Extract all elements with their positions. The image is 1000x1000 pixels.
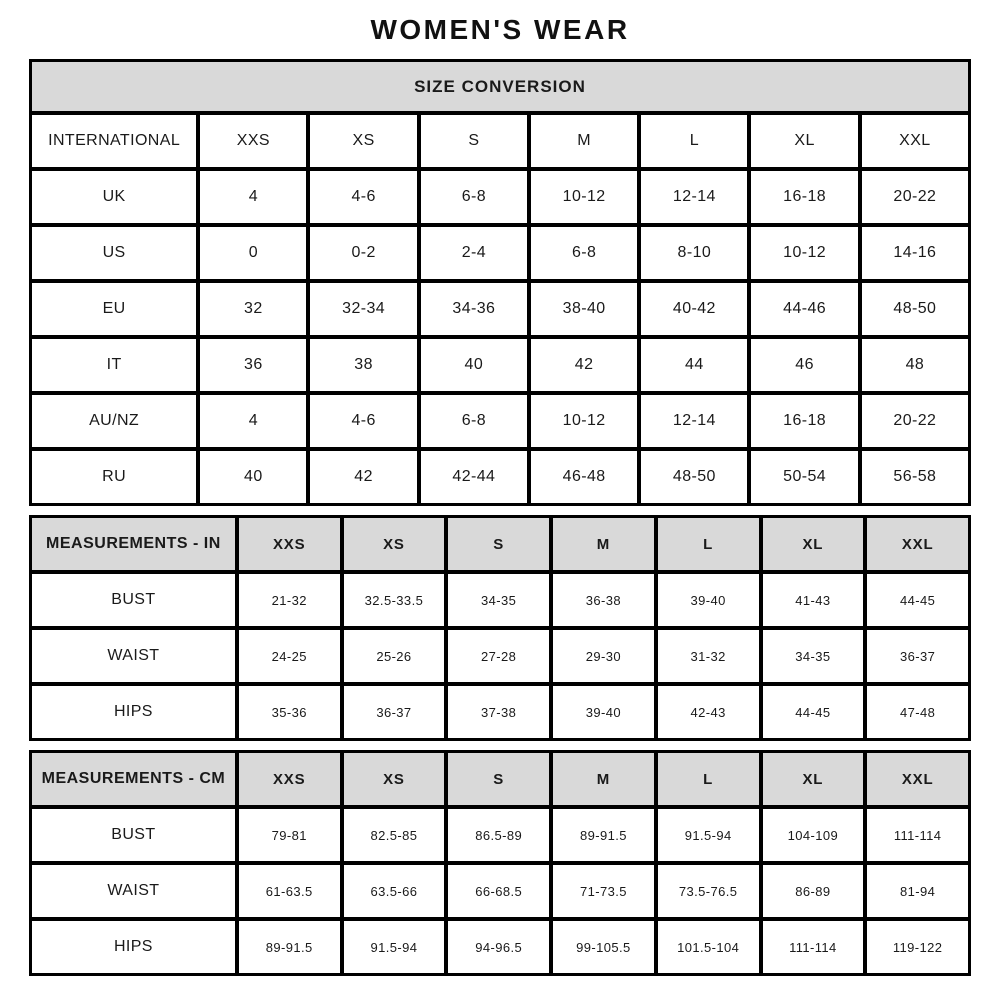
row-label: BUST (30, 807, 237, 863)
size-value-cell: 44 (639, 337, 749, 393)
row-label: BUST (30, 572, 237, 628)
measurement-value-cell: 79-81 (237, 807, 342, 863)
measurement-value-cell: 42-43 (656, 684, 761, 740)
size-value-cell: 32 (198, 281, 308, 337)
measurement-value-cell: 86.5-89 (446, 807, 551, 863)
measurements-in-header-row (30, 516, 970, 572)
measurement-value-cell: 27-28 (446, 628, 551, 684)
size-value-cell: 0-2 (308, 225, 418, 281)
size-value-cell: 4-6 (308, 393, 418, 449)
column-header-xs: XS (308, 113, 418, 169)
measurement-value-cell: 44-45 (865, 572, 970, 628)
measurement-value-cell: 36-38 (551, 572, 656, 628)
size-value-cell: 20-22 (860, 393, 970, 449)
measurements-cm-header-row (30, 751, 970, 807)
table-row-uk (30, 169, 970, 225)
table-row-hips-in (30, 684, 970, 740)
measurements-cm-table (29, 750, 971, 976)
measurement-value-cell: 44-45 (761, 684, 866, 740)
table-row-waist-cm (30, 863, 970, 919)
column-header-xxl: XXL (860, 113, 970, 169)
size-conversion-table (29, 59, 971, 506)
measurement-value-cell: 73.5-76.5 (656, 863, 761, 919)
measurement-value-cell: 86-89 (761, 863, 866, 919)
measurement-value-cell: 119-122 (865, 919, 970, 975)
measurement-value-cell: 21-32 (237, 572, 342, 628)
size-value-cell: 38 (308, 337, 418, 393)
measurement-value-cell: 91.5-94 (656, 807, 761, 863)
measurement-value-cell: 34-35 (761, 628, 866, 684)
column-header-xxs: XXS (237, 516, 342, 572)
row-label: UK (30, 169, 198, 225)
column-header-xl: XL (761, 751, 866, 807)
column-header-xxs: XXS (237, 751, 342, 807)
table-row-eu (30, 281, 970, 337)
table-row-waist-in (30, 628, 970, 684)
column-header-xxl: XXL (865, 516, 970, 572)
size-value-cell: 12-14 (639, 169, 749, 225)
measurement-value-cell: 37-38 (446, 684, 551, 740)
size-value-cell: 42 (308, 449, 418, 505)
row-label: WAIST (30, 628, 237, 684)
size-value-cell: 46-48 (529, 449, 639, 505)
size-value-cell: 48-50 (639, 449, 749, 505)
page-title: WOMEN'S WEAR (370, 14, 630, 45)
size-value-cell: 4 (198, 169, 308, 225)
table-row-it (30, 337, 970, 393)
table-row-us (30, 225, 970, 281)
column-header-l: L (639, 113, 749, 169)
size-value-cell: 44-46 (749, 281, 859, 337)
size-value-cell: 12-14 (639, 393, 749, 449)
measurement-value-cell: 24-25 (237, 628, 342, 684)
column-header-m: M (551, 751, 656, 807)
measurements-in-title: MEASUREMENTS - IN (30, 516, 237, 572)
measurements-in-table (29, 515, 971, 741)
measurement-value-cell: 71-73.5 (551, 863, 656, 919)
column-header-international: INTERNATIONAL (30, 113, 198, 169)
size-value-cell: 4-6 (308, 169, 418, 225)
measurement-value-cell: 61-63.5 (237, 863, 342, 919)
measurement-value-cell: 41-43 (761, 572, 866, 628)
measurement-value-cell: 39-40 (656, 572, 761, 628)
measurement-value-cell: 104-109 (761, 807, 866, 863)
row-label: WAIST (30, 863, 237, 919)
measurements-cm-title: MEASUREMENTS - CM (30, 751, 237, 807)
measurement-value-cell: 82.5-85 (342, 807, 447, 863)
column-header-xl: XL (749, 113, 859, 169)
size-conversion-title: SIZE CONVERSION (30, 60, 970, 113)
size-value-cell: 48 (860, 337, 970, 393)
measurement-value-cell: 101.5-104 (656, 919, 761, 975)
measurement-value-cell: 94-96.5 (446, 919, 551, 975)
size-value-cell: 42 (529, 337, 639, 393)
measurement-value-cell: 29-30 (551, 628, 656, 684)
table-row-bust-in (30, 572, 970, 628)
table-row-aunz (30, 393, 970, 449)
size-value-cell: 8-10 (639, 225, 749, 281)
measurement-value-cell: 81-94 (865, 863, 970, 919)
size-value-cell: 6-8 (529, 225, 639, 281)
measurement-value-cell: 25-26 (342, 628, 447, 684)
size-value-cell: 6-8 (419, 393, 529, 449)
size-value-cell: 10-12 (749, 225, 859, 281)
row-label: IT (30, 337, 198, 393)
column-header-xl: XL (761, 516, 866, 572)
size-value-cell: 40 (419, 337, 529, 393)
column-header-s: S (446, 751, 551, 807)
size-value-cell: 6-8 (419, 169, 529, 225)
measurement-value-cell: 36-37 (342, 684, 447, 740)
size-value-cell: 4 (198, 393, 308, 449)
size-value-cell: 48-50 (860, 281, 970, 337)
column-header-xxs: XXS (198, 113, 308, 169)
measurement-value-cell: 39-40 (551, 684, 656, 740)
measurement-value-cell: 32.5-33.5 (342, 572, 447, 628)
column-header-s: S (419, 113, 529, 169)
measurement-value-cell: 111-114 (761, 919, 866, 975)
size-value-cell: 16-18 (749, 393, 859, 449)
row-label: US (30, 225, 198, 281)
table-row-bust-cm (30, 807, 970, 863)
column-header-l: L (656, 751, 761, 807)
size-value-cell: 46 (749, 337, 859, 393)
row-label: AU/NZ (30, 393, 198, 449)
size-value-cell: 0 (198, 225, 308, 281)
column-header-m: M (551, 516, 656, 572)
measurement-value-cell: 35-36 (237, 684, 342, 740)
size-value-cell: 10-12 (529, 169, 639, 225)
measurement-value-cell: 47-48 (865, 684, 970, 740)
size-value-cell: 10-12 (529, 393, 639, 449)
size-value-cell: 16-18 (749, 169, 859, 225)
size-value-cell: 32-34 (308, 281, 418, 337)
measurement-value-cell: 91.5-94 (342, 919, 447, 975)
size-conversion-header-row (30, 113, 970, 169)
column-header-m: M (529, 113, 639, 169)
measurement-value-cell: 89-91.5 (237, 919, 342, 975)
size-value-cell: 36 (198, 337, 308, 393)
measurement-value-cell: 89-91.5 (551, 807, 656, 863)
size-value-cell: 40 (198, 449, 308, 505)
row-label: HIPS (30, 919, 237, 975)
size-value-cell: 38-40 (529, 281, 639, 337)
row-label: EU (30, 281, 198, 337)
size-value-cell: 34-36 (419, 281, 529, 337)
row-label: HIPS (30, 684, 237, 740)
measurement-value-cell: 99-105.5 (551, 919, 656, 975)
size-value-cell: 42-44 (419, 449, 529, 505)
column-header-xxl: XXL (865, 751, 970, 807)
size-conversion-title-row (30, 60, 970, 113)
measurement-value-cell: 66-68.5 (446, 863, 551, 919)
row-label: RU (30, 449, 198, 505)
measurement-value-cell: 34-35 (446, 572, 551, 628)
size-value-cell: 20-22 (860, 169, 970, 225)
column-header-l: L (656, 516, 761, 572)
table-row-hips-cm (30, 919, 970, 975)
size-value-cell: 40-42 (639, 281, 749, 337)
column-header-xs: XS (342, 516, 447, 572)
column-header-xs: XS (342, 751, 447, 807)
measurement-value-cell: 63.5-66 (342, 863, 447, 919)
measurement-value-cell: 31-32 (656, 628, 761, 684)
size-value-cell: 2-4 (419, 225, 529, 281)
measurement-value-cell: 111-114 (865, 807, 970, 863)
size-value-cell: 14-16 (860, 225, 970, 281)
size-value-cell: 56-58 (860, 449, 970, 505)
size-value-cell: 50-54 (749, 449, 859, 505)
measurement-value-cell: 36-37 (865, 628, 970, 684)
column-header-s: S (446, 516, 551, 572)
table-row-ru (30, 449, 970, 505)
